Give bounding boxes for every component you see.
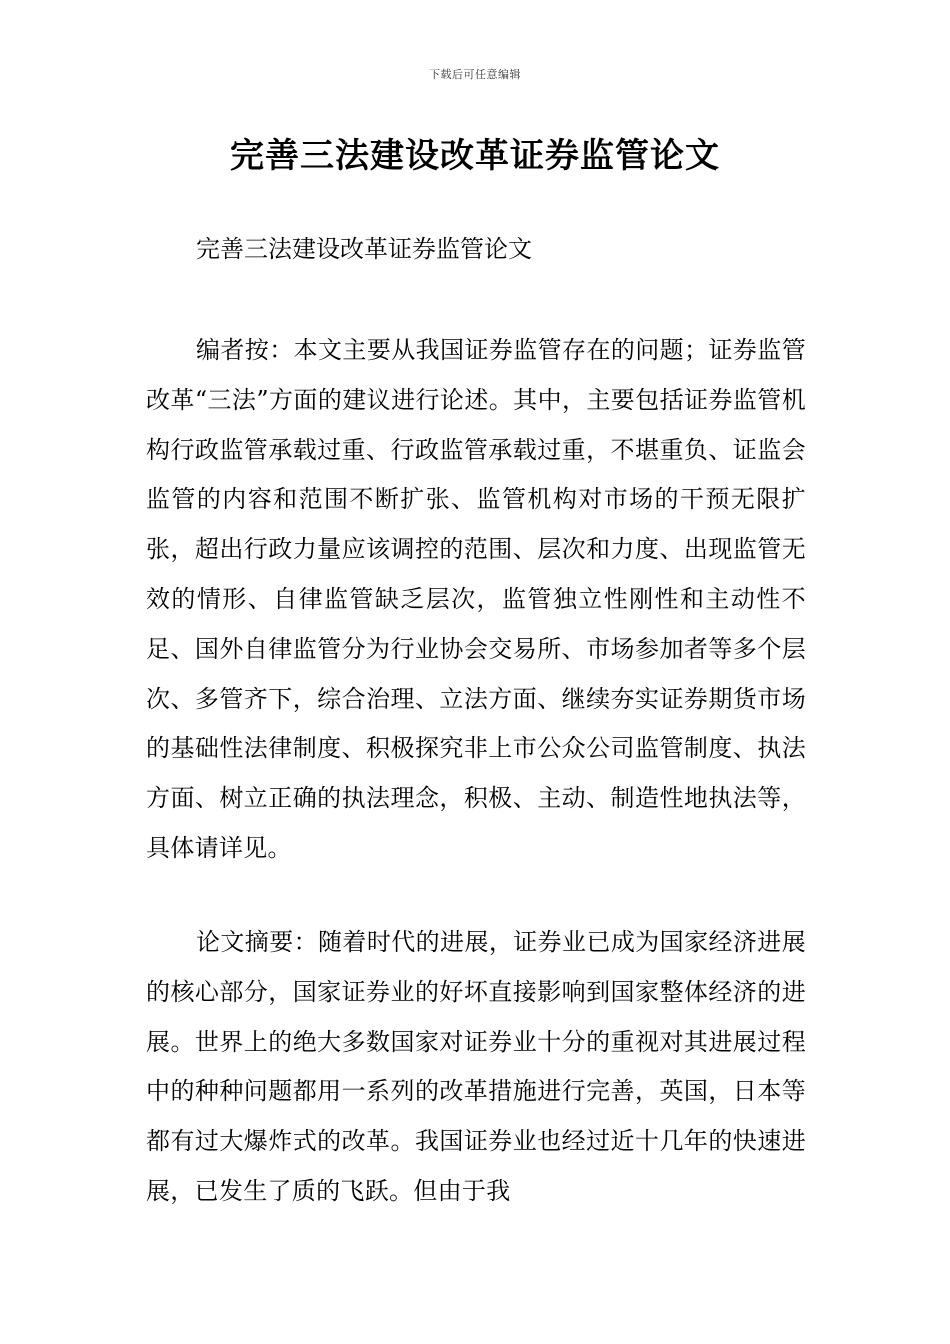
abstract-paragraph: 论文摘要：随着时代的进展，证券业已成为国家经济进展的核心部分，国家证券业的好坏直接影响到国家整体经济的进展。世界上的绝大多数国家对证券业十分的重视对其进展过程中的种种问题都用一系列的改革措施进行完善，英国，日本等都有过大爆炸式的改革。我国证券业也经过近十几年的快速进展，已发生了质的飞跃。但由于我 <box>146 928 806 1205</box>
header-note: 下载后可任意编辑 <box>429 68 521 81</box>
editor-note-paragraph: 编者按：本文主要从我国证券监管存在的问题；证券监管改革“三法”方面的建议进行论述。其中，主要包括证券监管机构行政监管承载过重、行政监管承载过重，不堪重负、证监会监管的内容和范围不断扩张、监管机构对市场的干预无限扩张，超出行政力量应该调控的范围、层次和力度、出现监管无效的情形、自律监管缺乏层次，监管独立性刚性和主动性不足、国外自律监管分为行业协会交易所、市场参加者等多个层次、多管齐下，综合治理、立法方面、继续夯实证券期货市场的基础性法律制度、积极探究非上市公众公司监管制度、执法方面、树立正确的执法理念，积极、主动、制造性地执法等，具体请详见。 <box>146 336 806 862</box>
page-title: 完善三法建设改革证券监管论文 <box>230 136 720 176</box>
document-subtitle: 完善三法建设改革证券监管论文 <box>196 235 532 263</box>
